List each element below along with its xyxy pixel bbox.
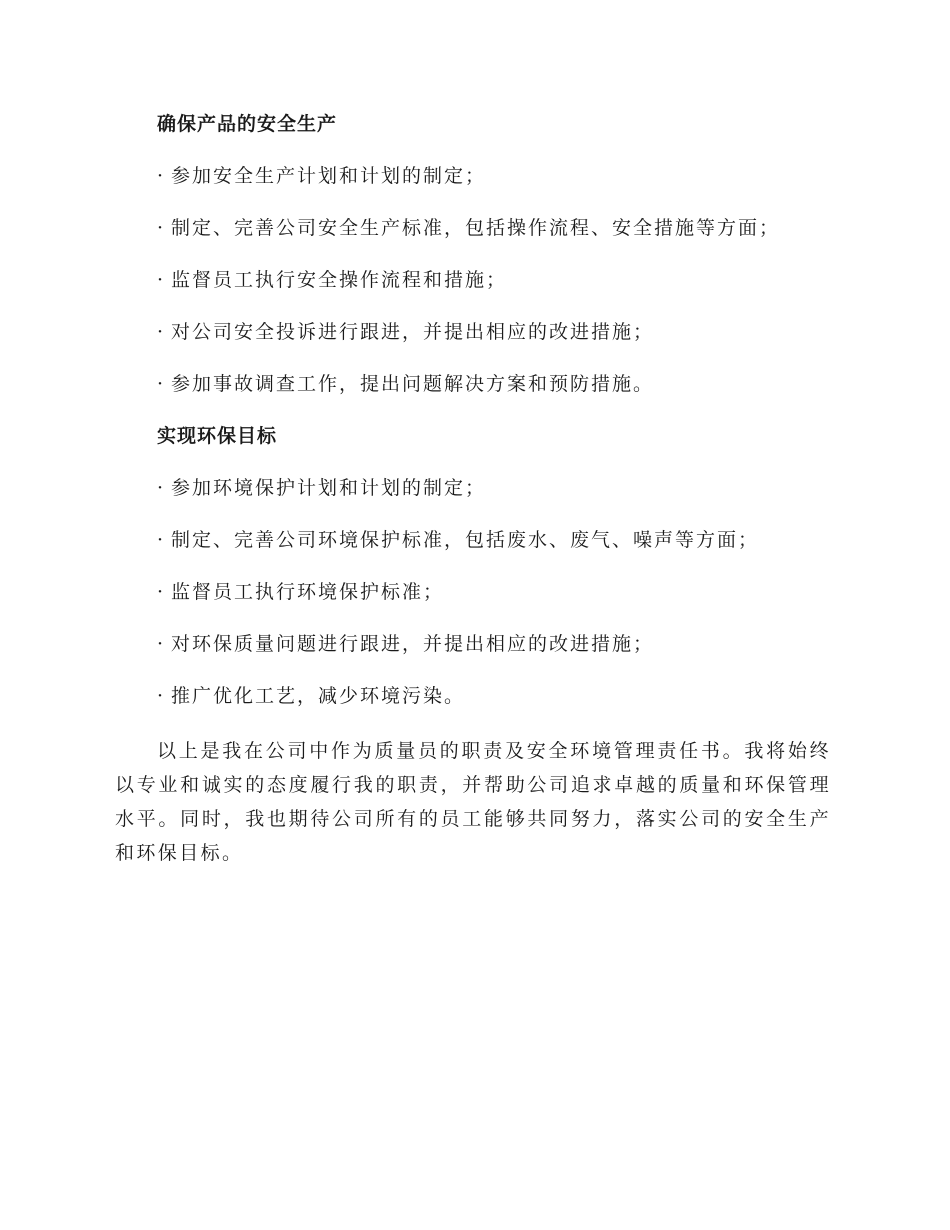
list-item: [157, 526, 835, 554]
list-item-text: 对环保质量问题进行跟进，并提出相应的改进措施；: [171, 633, 655, 655]
list-item: [157, 214, 835, 242]
section-safety-production: [115, 110, 835, 398]
bullet-list: [115, 474, 835, 710]
bullet-icon: ·: [157, 529, 166, 551]
bullet-icon: ·: [157, 217, 166, 239]
list-item-text: 参加事故调查工作，提出问题解决方案和预防措施。: [171, 373, 655, 395]
list-item: [157, 266, 835, 294]
document-body: [115, 110, 835, 870]
bullet-icon: ·: [157, 269, 166, 291]
list-item: [157, 630, 835, 658]
list-item: [157, 370, 835, 398]
list-item: [157, 318, 835, 346]
list-item: [157, 162, 835, 190]
section-heading: 确保产品的安全生产: [157, 113, 338, 135]
closing-paragraph: 以上是我在公司中作为质量员的职责及安全环境管理责任书。我将始终以专业和诚实的态度履行我的职责，并帮助公司追求卓越的质量和环保管理水平。同时，我也期待公司所有的员工能够共同努力，落实公司的安全生产和环保目标。: [115, 740, 831, 864]
list-item: [157, 682, 835, 710]
bullet-icon: ·: [157, 165, 166, 187]
list-item-text: 制定、完善公司安全生产标准，包括操作流程、安全措施等方面；: [171, 217, 781, 239]
list-item-text: 制定、完善公司环境保护标准，包括废水、废气、噪声等方面；: [171, 529, 760, 551]
bullet-icon: ·: [157, 685, 166, 707]
section-heading: 实现环保目标: [157, 425, 278, 447]
list-item-text: 推广优化工艺，减少环境污染。: [171, 685, 466, 707]
bullet-icon: ·: [157, 477, 166, 499]
bullet-list: [115, 162, 835, 398]
list-item-text: 参加安全生产计划和计划的制定；: [171, 165, 487, 187]
list-item: [157, 474, 835, 502]
bullet-icon: ·: [157, 633, 166, 655]
list-item-text: 监督员工执行环境保护标准；: [171, 581, 445, 603]
bullet-icon: ·: [157, 581, 166, 603]
list-item-text: 对公司安全投诉进行跟进，并提出相应的改进措施；: [171, 321, 655, 343]
bullet-icon: ·: [157, 373, 166, 395]
list-item-text: 监督员工执行安全操作流程和措施；: [171, 269, 508, 291]
list-item-text: 参加环境保护计划和计划的制定；: [171, 477, 487, 499]
bullet-icon: ·: [157, 321, 166, 343]
section-environmental-goals: [115, 422, 835, 710]
list-item: [157, 578, 835, 606]
